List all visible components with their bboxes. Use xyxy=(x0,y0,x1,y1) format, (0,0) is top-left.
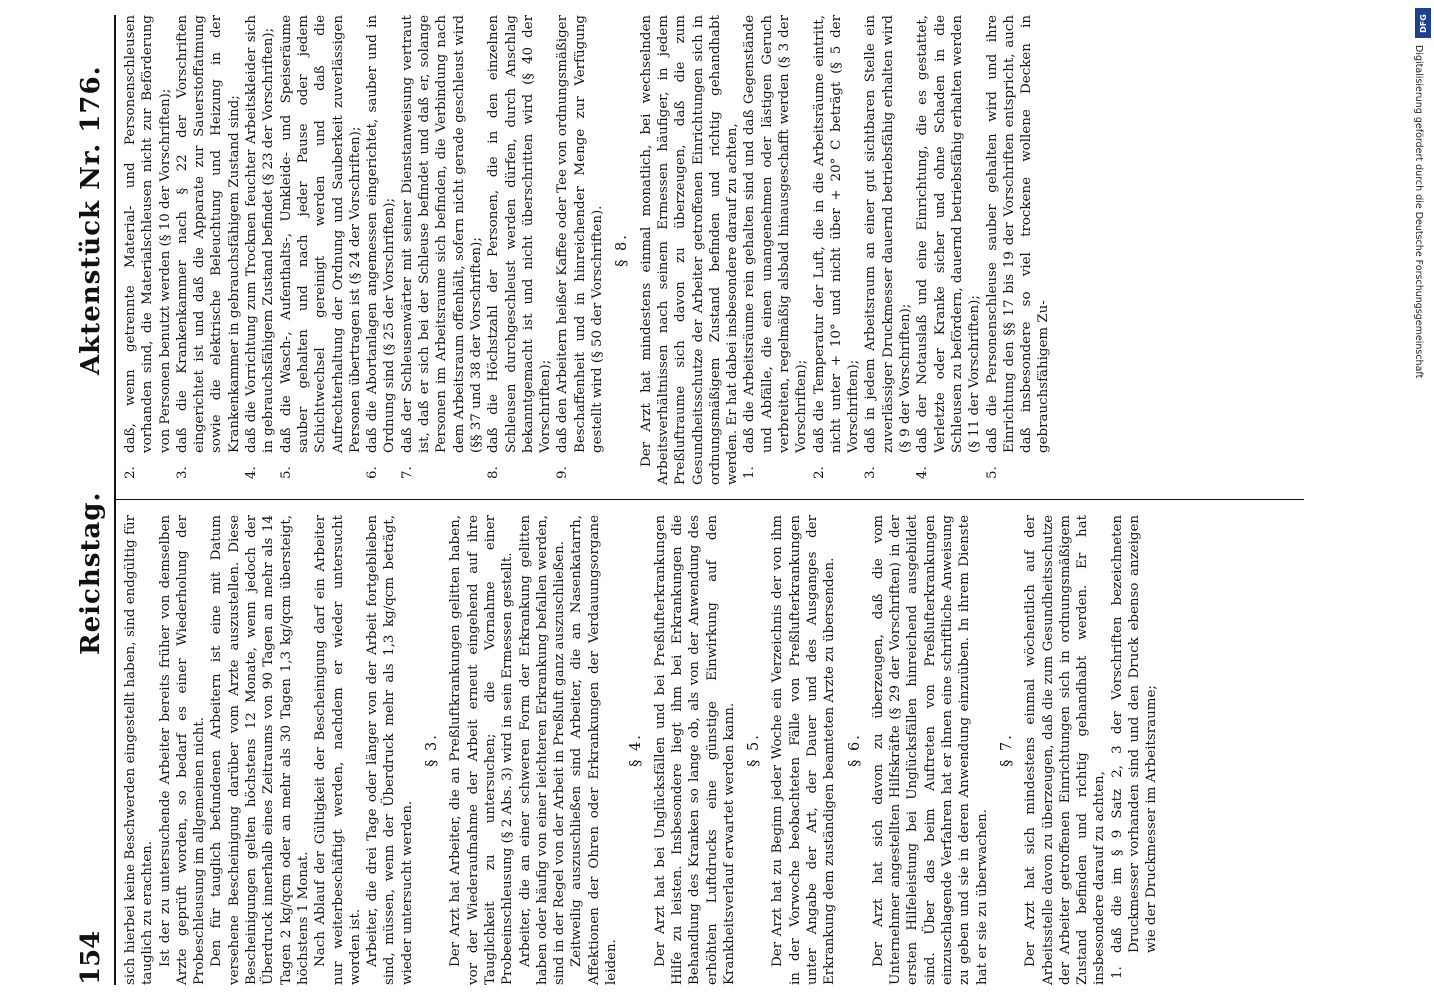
list-number: 5. xyxy=(984,466,1000,479)
paragraph: Der Arzt hat sich mindestens einmal wöchentlich auf der Arbeitsstelle davon zu überzeugen, daß die zum Gesundheitsschutze der Arbeiter getroffenen Einrichtungen sich in ordnungsmäßigem Zustand befinden und richtig gehandhabt werden. Er hat insbesondere darauf zu achten, xyxy=(1023,515,1108,985)
list-item xyxy=(399,15,485,485)
list-item xyxy=(554,15,606,485)
list-text: daß der Notauslaß und eine Einrichtung, die es gestattet, Verletzte oder Kranke sicher und ohne Schaden in die Schleusen zu befördern, dauernd betriebsfähig erhalten werden (§ 11 der Vorschriften); xyxy=(915,15,983,453)
list-text: daß die Krankenkammer nach § 22 der Vorschriften eingerichtet ist und daß die Apparate zur Sauerstoffatmung sowie die elektrische Beleuchtung und Heizung in der Krankenkammer in gebrauchsfähigem Zustand sind; xyxy=(174,15,242,453)
column-divider xyxy=(114,499,1304,500)
list-number: 9. xyxy=(555,466,571,479)
digitization-note-text: Digitalisierung gefördert durch die Deutsche Forschungsgemeinschaft xyxy=(1413,45,1424,379)
paragraph: Den für tauglich befundenen Arbeitern ist eine mit Datum versehene Bescheinigung darüber vom Arzte auszustellen. Diese Bescheinigungen gelten höchstens 12 Monate, wenn jedoch der Überdruck innerhalb eines Zeitraums von 90 Tagen an mehr als 14 Tagen 2 kg/qcm oder an mehr als 30 Tagen 1,3 kg/qcm übersteigt, höchstens 1 Monat. xyxy=(209,515,311,985)
paragraph: Der Arzt hat sich davon zu überzeugen, daß die vom Unternehmer angestellten Hilfskräfte (§ 29 der Vorschriften) in der ersten Hilfeleistung bei Unglücksfällen hinreichend ausgebildet sind. Über das beim Auftreten von Preßlufterkrankungen einzuschlagende Verfahren hat er ihnen eine schriftliche Anweisung zu geben und sie in deren Anwendung einzuüben. In ihrem Dienste hat er sie zu überwachen. xyxy=(870,515,990,985)
list-number: 8. xyxy=(486,466,502,479)
paragraph: Arbeiter, die an einer schweren Form der Erkrankung gelitten haben oder häufig von einer leichteren Erkrankung befallen werden, sind in der Regel von der Arbeit in Preßluft ganz auszuschließen. xyxy=(517,515,568,985)
list-item xyxy=(914,15,983,485)
list-item xyxy=(811,15,863,485)
paragraph: Der Arzt hat Arbeiter, die an Preßluftkrankungen gelitten haben, vor der Wiederaufnahme der Arbeit erneut eingehend auf ihre Tauglichkeit zu untersuchen; die Vornahme einer Probeeinschleusung (§ 2 Abs. 3) wird in sein Ermessen gestellt. xyxy=(448,515,516,985)
list-item xyxy=(1109,515,1161,985)
section-heading: § 5. xyxy=(746,733,763,767)
list-number: 1. xyxy=(742,466,758,479)
list-number: 3. xyxy=(174,466,190,479)
list-text: daß die Vorrichtung zum Trocknen feuchter Arbeitskleider sich in gebrauchsfähigem Zustand befindet (§ 23 der Vorschriften); xyxy=(244,15,277,453)
list-item xyxy=(278,15,364,485)
paragraph: sich hierbei keine Beschwerden eingestellt haben, sind endgültig für tauglich zu erachten. xyxy=(123,515,156,985)
list-text: daß die Personenschleuse sauber gehalten wird und ihre Einrichtung den §§ 17 bis 19 der Vorschriften entspricht, auch daß insbesondere so viel trockene wollene Decken in gebrauchsfähigem Zu- xyxy=(984,15,1052,453)
running-head-right: Aktenstück Nr. 176. xyxy=(76,65,106,375)
list-item xyxy=(741,15,810,485)
section-heading: § 6. xyxy=(846,733,863,767)
list-item xyxy=(243,15,278,485)
list-text: daß die Abortanlagen angemessen eingerichtet, sauber und in Ordnung sind (§ 25 der Vorschriften); xyxy=(365,15,398,453)
list-number: 6. xyxy=(365,466,381,479)
dfg-logo xyxy=(1415,8,1431,38)
document-page xyxy=(70,0,1330,985)
list-item xyxy=(364,15,399,485)
dfg-logo-text: DFG xyxy=(1418,13,1428,33)
list-number: 2. xyxy=(123,466,138,479)
list-number: 5. xyxy=(278,466,294,479)
list-item xyxy=(862,15,914,485)
list-text: daß in jedem Arbeitsraum an einer gut sichtbaren Stelle ein zuverlässiger Druckmesser dauernd betriebsfähig erhalten wird (§ 9 der Vorschriften); xyxy=(863,15,914,453)
paragraph: Der Arzt hat zu Beginn jeder Woche ein Verzeichnis der von ihm in der Vorwoche beobachteten Fälle von Preßlufterkrankungen unter Angabe der Art, der Dauer und des Ausganges der Erkrankung dem zuständigen beamteten Arzte zu übersenden. xyxy=(770,515,838,985)
section-heading: § 8. xyxy=(614,233,631,267)
header-rule xyxy=(114,15,116,985)
list-number: 2. xyxy=(811,466,827,479)
page-header xyxy=(70,15,110,985)
paragraph: Nach Ablauf der Gültigkeit der Bescheinigung darf ein Arbeiter nur weiterbeschäftigt werden, nachdem er wieder untersucht worden ist. xyxy=(313,515,363,985)
section-heading: § 4. xyxy=(628,733,645,767)
list-text: daß den Arbeitern heißer Kaffee oder Tee von ordnungsmäßiger Beschaffenheit und in hinreichender Menge zur Verfügung gestellt wird (§ 50 der Vorschriften). xyxy=(555,15,606,453)
right-column xyxy=(122,15,1053,485)
list-number: 1. xyxy=(1109,966,1125,979)
list-text: daß die im § 9 Satz 2, 3 der Vorschriften bezeichneten Druckmesser vorhanden sind und den Druck ebenso anzeigen wie der Druckmesser im Arbeitsraume; xyxy=(1109,515,1160,953)
list-text: daß die Wasch-, Aufenthalts-, Umkleide- und Speiseräume sauber gehalten und nach jeder Pause oder jedem Schichtwechsel gereinigt werden und daß die Aufrechterhaltung der Ordnung und Sauberkeit zuverlässigen Personen übertragen ist (§ 24 der Vorschriften); xyxy=(278,15,363,453)
list-item xyxy=(174,15,243,485)
paragraph: Der Arzt hat bei Unglücksfällen und bei Preßlufterkrankungen Hilfe zu leisten. Insbesondere liegt ihm bei Erkrankungen die Behandlung des Kranken so lange ob, als von der Anwendung des erhöhten Luftdrucks eine günstige Einwirkung auf den Krankheitsverlauf erwartet werden kann. xyxy=(652,515,737,985)
left-column xyxy=(122,515,1161,985)
section-heading: § 7. xyxy=(998,733,1015,767)
list-item xyxy=(485,15,554,485)
running-head-left: Reichstag. xyxy=(76,491,106,655)
paragraph: Der Arzt hat mindestens einmal monatlich, bei wechselnden Arbeitsverhältnissen nach seinem Ermessen häufiger, in jedem Preßluftraume sich davon zu überzeugen, daß die zum Gesundheitsschutze der Arbeiter getroffenen Einrichtungen sich in ordnungsmäßigem Zustand befinden und richtig gehandhabt werden. Er hat dabei insbesondere darauf zu achten, xyxy=(638,15,741,485)
paragraph: Ist der zu untersuchende Arbeiter bereits früher von demselben Arzte geprüft worden, so bedarf es einer Wiederholung der Probeschleusung im allgemeinen nicht. xyxy=(157,515,208,985)
paragraph: Arbeiter, die drei Tage oder länger von der Arbeit fortgeblieben sind, müssen, wenn der Überdruck mehr als 1,3 kg/qcm beträgt, wieder untersucht werden. xyxy=(365,515,415,985)
list-text: daß, wenn getrennte Material- und Personenschleusen vorhanden sind, die Materialschleusen nicht zur Beförderung von Personen benutzt werden (§ 10 der Vorschriften); xyxy=(123,15,173,453)
list-item xyxy=(984,15,1053,485)
list-text: daß die Arbeitsräume rein gehalten sind und daß Gegenstände und Abfälle, die einen unangenehmen oder lästigen Geruch verbreiten, regelmäßig alsbald hinausgeschafft werden (§ 3 der Vorschriften); xyxy=(742,15,810,453)
list-number: 4. xyxy=(244,466,260,479)
list-number: 4. xyxy=(915,466,931,479)
list-text: daß der Schleusenwärter mit seiner Dienstanweisung vertraut ist, daß er sich bei der Schleuse befindet und daß er, solange Personen im Arbeitsraume sich befinden, die Verbindung nach dem Arbeitsraum offenhält, sofern nicht gerade geschleust wird (§§ 37 und 38 der Vorschriften); xyxy=(399,15,484,453)
list-number: 7. xyxy=(399,466,415,479)
list-item xyxy=(122,15,174,485)
list-number: 3. xyxy=(863,466,879,479)
list-text: daß die Höchstzahl der Personen, die in den einzelnen Schleusen durchgeschleust werden dürfen, durch Anschlag bekanntgemacht ist und nicht überschritten wird (§ 40 der Vorschriften); xyxy=(486,15,554,453)
list-text: daß die Temperatur der Luft, die in die Arbeitsräume eintritt, nicht unter + 10° und nicht über + 20° C beträgt (§ 5 der Vorschriften); xyxy=(811,15,862,453)
section-heading: § 3. xyxy=(424,733,441,767)
paragraph: Zeitweilig auszuschließen sind Arbeiter, die an Nasenkatarrh, Affektionen der Ohren oder Erkrankungen der Verdauungsorgane leiden. xyxy=(569,515,620,985)
page-number: 154 xyxy=(76,930,106,985)
